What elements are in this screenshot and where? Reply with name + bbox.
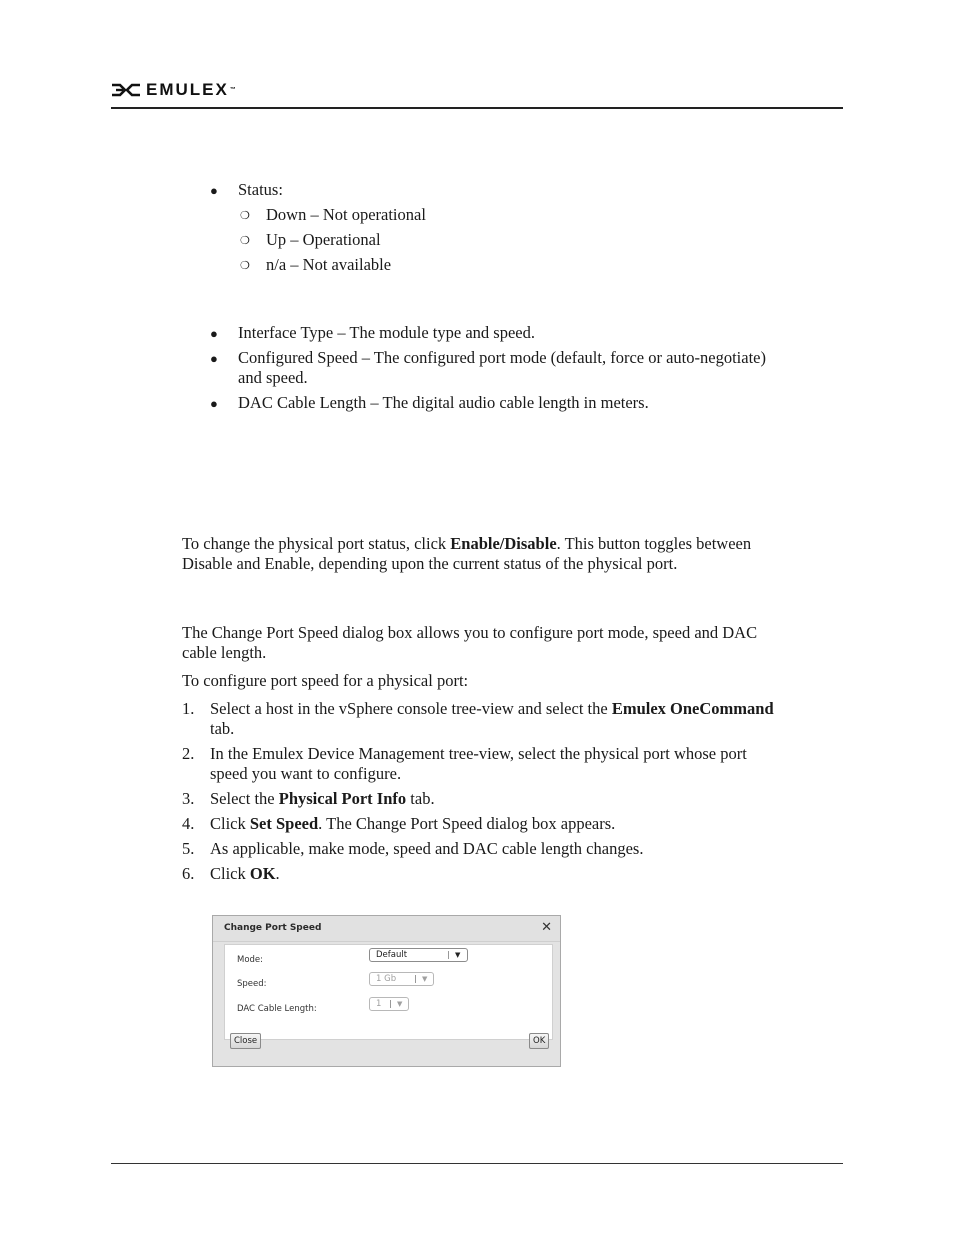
chevron-down-icon: ▼ xyxy=(422,975,428,983)
step-5-text: As applicable, make mode, speed and DAC cable length changes. xyxy=(210,839,644,858)
step-number: 1. xyxy=(182,699,195,718)
dialog-titlebar xyxy=(213,916,560,942)
dac-cable-length-select[interactable] xyxy=(369,997,409,1011)
speed-select[interactable] xyxy=(369,972,434,986)
sub-bullet: ❍ xyxy=(240,210,250,222)
header-rule xyxy=(111,107,843,109)
step-number: 5. xyxy=(182,839,195,858)
dac-cable-length-label: DAC Cable Length: xyxy=(237,1004,317,1014)
ok-button[interactable]: OK xyxy=(529,1033,549,1049)
field-configured-speed-cont: and speed. xyxy=(238,368,308,387)
step-3-text: Select the Physical Port Info tab. xyxy=(210,789,435,808)
bullet-dot: ● xyxy=(210,396,218,411)
intro-line1: The Change Port Speed dialog box allows you to configure port mode, speed and DAC xyxy=(182,623,758,642)
step-2-cont: speed you want to configure. xyxy=(210,764,402,783)
emulex-logo xyxy=(111,80,238,100)
enable-paragraph-line2: Disable and Enable, depending upon the current status of the physical port. xyxy=(182,554,678,573)
step-1-cont: tab. xyxy=(210,719,235,738)
procedure-lead: To configure port speed for a physical port: xyxy=(182,671,469,690)
step-4-text: Click Set Speed. The Change Port Speed dialog box appears. xyxy=(210,814,616,833)
close-icon[interactable]: ✕ xyxy=(541,920,552,935)
footer-rule xyxy=(111,1163,843,1164)
dac-select-value: 1 xyxy=(376,999,382,1009)
mode-select-value: Default xyxy=(376,950,408,960)
sub-bullet: ❍ xyxy=(240,260,250,272)
step-6-text: Click OK. xyxy=(210,864,280,883)
step-1-text: Select a host in the vSphere console tree-view and select the Emulex OneCommand xyxy=(210,699,774,718)
bullet-dot: ● xyxy=(210,351,218,366)
step-number: 2. xyxy=(182,744,195,763)
sub-bullet: ❍ xyxy=(240,235,250,247)
chevron-down-icon: ▼ xyxy=(397,1000,403,1008)
speed-select-value: 1 Gb xyxy=(376,974,397,984)
select-divider xyxy=(390,1000,391,1008)
status-item-down: Down – Not operational xyxy=(266,205,426,224)
chevron-down-icon: ▼ xyxy=(455,951,461,959)
field-interface-type: Interface Type – The module type and speed. xyxy=(238,323,535,342)
status-item-up: Up – Operational xyxy=(266,230,381,249)
step-number: 3. xyxy=(182,789,195,808)
select-divider xyxy=(415,975,416,983)
bullet-dot: ● xyxy=(210,183,218,198)
step-number: 4. xyxy=(182,814,195,833)
dialog-body xyxy=(224,944,553,1040)
close-button[interactable]: Close xyxy=(230,1033,261,1049)
enable-paragraph-line1: To change the physical port status, click Enable/Disable. This button toggles between xyxy=(182,534,752,553)
speed-label: Speed: xyxy=(237,979,267,989)
status-label: Status: xyxy=(238,180,283,199)
select-divider xyxy=(448,951,449,959)
mode-label: Mode: xyxy=(237,955,264,965)
intro-line2: cable length. xyxy=(182,643,267,662)
bullet-dot: ● xyxy=(210,326,218,341)
step-2-text: In the Emulex Device Management tree-view, select the physical port whose port xyxy=(210,744,747,763)
change-port-speed-dialog xyxy=(212,915,561,1067)
emulex-mark-icon xyxy=(111,82,141,98)
field-configured-speed: Configured Speed – The configured port mode (default, force or auto-negotiate) xyxy=(238,348,766,367)
step-number: 6. xyxy=(182,864,195,883)
status-item-na: n/a – Not available xyxy=(266,255,392,274)
mode-select[interactable] xyxy=(369,948,468,962)
dialog-title: Change Port Speed xyxy=(224,923,322,933)
field-dac-cable-length: DAC Cable Length – The digital audio cable length in meters. xyxy=(238,393,649,412)
logo-wordmark: EMULEX™ xyxy=(146,80,238,99)
